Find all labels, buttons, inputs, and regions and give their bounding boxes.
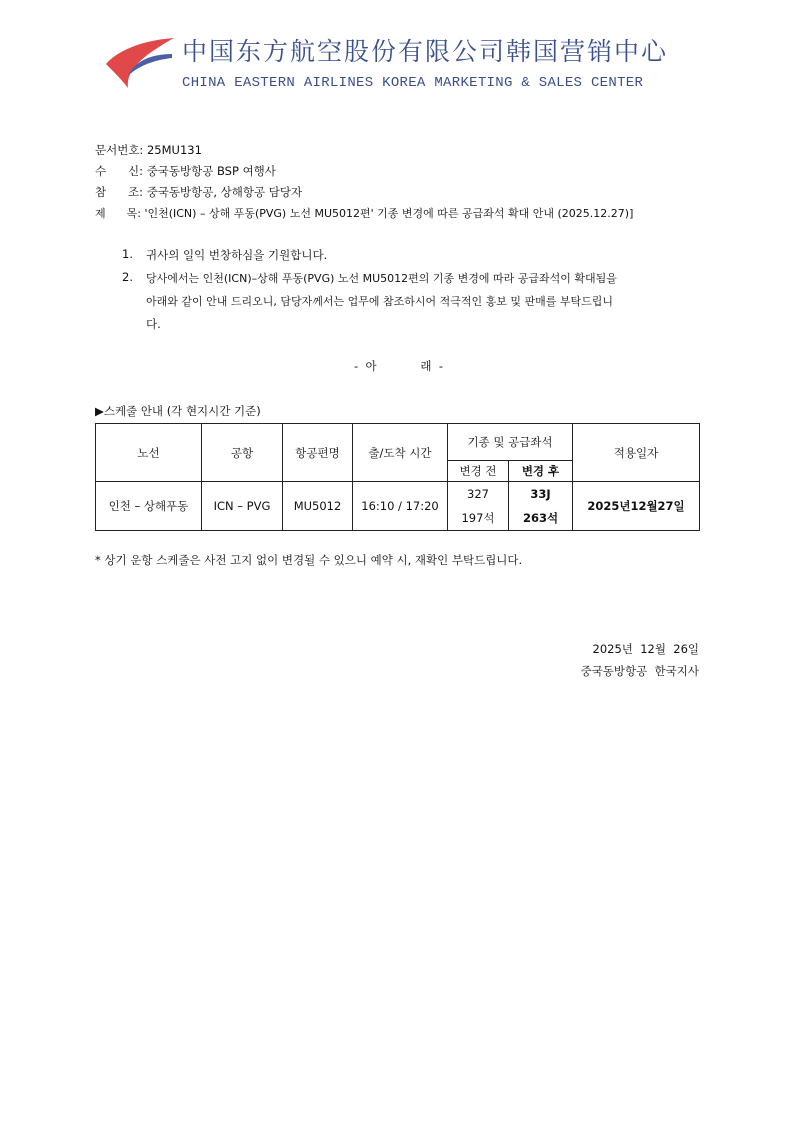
china-eastern-logo [104, 36, 176, 90]
recipient-label: 수 신: [95, 164, 144, 178]
item-2-line-2: 아래와 같이 안내 드리오니, 담당자께서는 업무에 참조하시어 적극적인 홍보 및 판매를 부탁드립니 [146, 295, 613, 308]
after-seats: 263석 [522, 511, 559, 525]
doc-number [95, 142, 202, 158]
cell-flight: MU5012 [283, 482, 353, 531]
schedule-title: ▶스케줄 안내 (각 현지시간 기준) [95, 404, 261, 418]
cell-time: 16:10 / 17:20 [353, 482, 448, 531]
header-time: 출/도착 시간 [353, 424, 448, 482]
before-aircraft: 327 [467, 487, 489, 501]
signer: 중국동방항공 한국지사 [580, 664, 699, 678]
schedule-table [95, 423, 700, 531]
schedule-note: * 상기 운항 스케줄은 사전 고지 없이 변경될 수 있으니 예약 시, 재확인 부탁드립니다. [95, 553, 523, 567]
item-2-line-3: 다. [146, 317, 161, 331]
header-aircraft: 기종 및 공급좌석 [448, 424, 573, 461]
below-heading: - 아 래 - [354, 359, 444, 373]
item-2-number: 2. [122, 270, 133, 284]
subject-label: 제 목: [95, 207, 141, 220]
doc-number-value: 25MU131 [146, 143, 202, 157]
header-airport: 공항 [202, 424, 283, 482]
subject-value: '인천(ICN) – 상해 푸동(PVG) 노선 MU5012편' 기종 변경에 따른 공급좌석 확대 안내 (2025.12.27)] [144, 207, 634, 220]
cell-after [509, 482, 573, 531]
subject [95, 205, 633, 221]
header-after: 변경 후 [509, 461, 573, 482]
reference-value: 중국동방항공, 상해항공 담당자 [146, 185, 303, 199]
header-before: 변경 전 [448, 461, 509, 482]
after-aircraft: 33J [530, 487, 551, 501]
recipient-value: 중국동방항공 BSP 여행사 [146, 164, 276, 178]
reference [95, 184, 302, 200]
reference-label: 참 조: [95, 185, 144, 199]
cell-before [448, 482, 509, 531]
company-name-cn: 中国东方航空股份有限公司韩国营销中心 [182, 37, 669, 66]
cell-airport: ICN – PVG [202, 482, 283, 531]
item-1-number: 1. [122, 247, 133, 261]
company-name-en: CHINA EASTERN AIRLINES KOREA MARKETING & SALES CENTER [182, 75, 644, 91]
table-row [96, 482, 700, 531]
item-1-text: 귀사의 일익 번창하심을 기원합니다. [146, 248, 328, 262]
item-2-line-1: 당사에서는 인천(ICN)–상해 푸동(PVG) 노선 MU5012편의 기종 변경에 따라 공급좌석이 확대됨을 [146, 272, 617, 285]
doc-number-label: 문서번호: [95, 143, 144, 157]
cell-route: 인천 – 상해푸동 [96, 482, 202, 531]
header-route: 노선 [96, 424, 202, 482]
header-flight: 항공편명 [283, 424, 353, 482]
header-date: 적용일자 [573, 424, 700, 482]
recipient [95, 163, 276, 179]
issue-date: 2025년 12월 26일 [592, 642, 699, 656]
cell-date: 2025년12월27일 [573, 482, 700, 531]
table-header-row [96, 424, 700, 461]
before-seats: 197석 [461, 511, 495, 525]
